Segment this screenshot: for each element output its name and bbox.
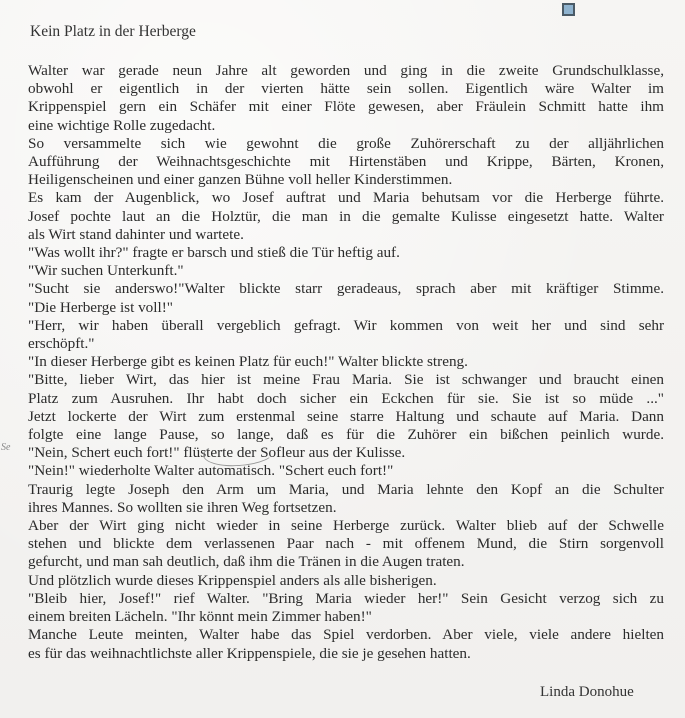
- text-line: "Herr, wir haben überall vergeblich gefragt. Wir kommen von weit her und sind sehr: [28, 316, 664, 334]
- text-line: Aber der Wirt ging nicht wieder in seine Herberge zurück. Walter blieb auf der Schwelle: [28, 517, 664, 535]
- story-title: Kein Platz in der Herberge: [30, 23, 196, 40]
- text-line: Traurig legte Joseph den Arm um Maria, und Maria lehnte den Kopf an die Schulter: [28, 480, 664, 498]
- story-body: [28, 62, 664, 663]
- author-name: Linda Donohue: [540, 684, 634, 700]
- text-line: "Sucht sie anderswo!"Walter blickte starr geradeaus, sprach aber mit kräftiger Stimme.: [28, 280, 664, 298]
- text-line: Krippenspiel gern ein Schäfer mit einer Flöte gewesen, aber Fräulein Schmitt hatte ihm: [28, 98, 664, 116]
- text-line: Walter war gerade neun Jahre alt geworden und ging in die zweite Grundschulklasse,: [28, 62, 664, 79]
- text-line: eine wichtige Rolle zugedacht.: [28, 116, 216, 134]
- text-line: es für das weihnachtlichste aller Krippenspiele, die sie je gesehen hatten.: [28, 644, 471, 662]
- text-line: Jetzt lockerte der Wirt zum erstenmal seine starre Haltung und schaute auf Maria. Dann: [28, 407, 664, 425]
- text-line: "In dieser Herberge gibt es keinen Platz für euch!" Walter blickte streng.: [28, 353, 468, 371]
- text-line: als Wirt stand dahinter und wartete.: [28, 225, 244, 243]
- text-line: stehen und blickte dem verlassenen Paar nach - mit offenem Mund, die Stirn sorgenvoll: [28, 535, 664, 553]
- text-line: einem breiten Lächeln. "Ihr könnt mein Zimmer haben!": [28, 608, 372, 626]
- text-line: folgte eine lange Pause, so lange, daß es für die Zuhörer ein bißchen peinlich wurde.: [28, 426, 664, 444]
- text-line: "Wir suchen Unterkunft.": [28, 262, 184, 280]
- text-line: Aufführung der Weihnachtsgeschichte mit Hirtenstäben und Krippe, Bärten, Kronen,: [28, 153, 664, 171]
- text-line: "Bleib hier, Josef!" rief Walter. "Bring Maria wieder her!" Sein Gesicht verzog sich zu: [28, 589, 664, 607]
- text-line: Platz zum Ausruhen. Ihr habt doch sicher ein Eckchen für sie. Sie ist so müde ...": [28, 389, 664, 407]
- corner-marker-icon: [562, 3, 575, 16]
- text-line: Josef pochte laut an die Holztür, die man in die gemalte Kulisse eingesetzt hatte. Walter: [28, 207, 664, 225]
- text-line: "Nein!" wiederholte Walter automatisch. "Schert euch fort!": [28, 462, 394, 480]
- text-line: Manche Leute meinten, Walter habe das Spiel verdorben. Aber viele, viele andere hielten: [28, 626, 664, 644]
- text-line: Und plötzlich wurde dieses Krippenspiel anders als alle bisherigen.: [28, 571, 437, 589]
- text-line: Es kam der Augenblick, wo Josef auftrat und Maria behutsam vor die Herberge führte.: [28, 189, 664, 207]
- text-line: "Die Herberge ist voll!": [28, 298, 173, 316]
- text-line: obwohl er eigentlich in der vierten hätte sein sollen. Eigentlich wäre Walter im: [28, 80, 664, 98]
- text-line: erschöpft.": [28, 335, 95, 353]
- text-line: "Bitte, lieber Wirt, das hier ist meine Frau Maria. Sie ist schwanger und braucht einen: [28, 371, 664, 389]
- text-line: Heiligenscheinen und einer ganzen Bühne voll heller Kinderstimmen.: [28, 171, 453, 189]
- handwritten-margin-note: Se: [1, 442, 11, 453]
- text-line: gefurcht, und man sah deutlich, daß ihm die Tränen in die Augen traten.: [28, 553, 465, 571]
- text-line: ihres Mannes. So wollten sie ihren Weg fortsetzen.: [28, 498, 337, 516]
- text-line: "Was wollt ihr?" fragte er barsch und stieß die Tür heftig auf.: [28, 244, 400, 262]
- text-line: "Nein, Schert euch fort!" flüsterte der Sofleur aus der Kulisse.: [28, 444, 406, 462]
- text-line: So versammelte sich wie gewohnt die große Zuhörerschaft zu der alljährlichen: [28, 134, 664, 152]
